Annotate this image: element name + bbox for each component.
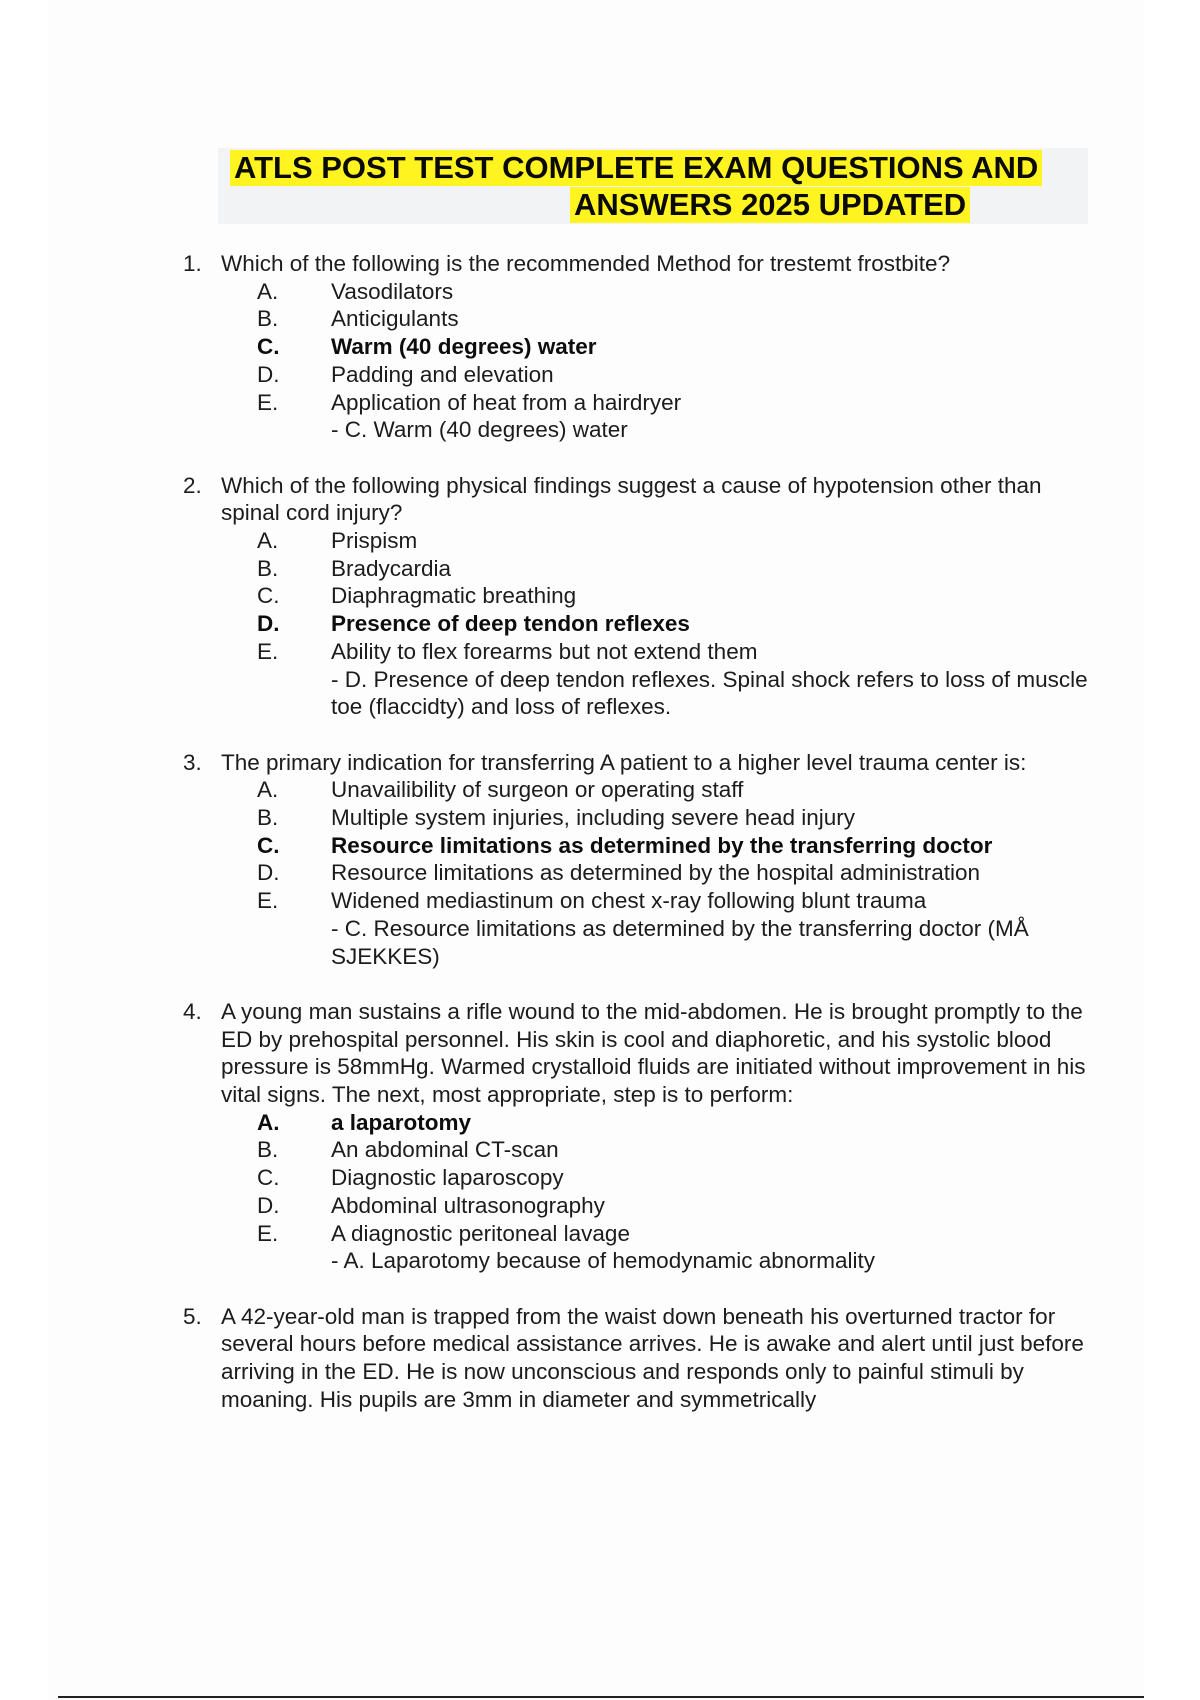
correct-option [221, 333, 1100, 361]
option-text: Prispism [331, 528, 418, 554]
option-letter: D. [257, 361, 280, 387]
option [221, 305, 1100, 333]
answer-explanation: - C. Resource limitations as determined by the transferring doctor (MÅ SJEKKES) [331, 915, 1029, 969]
option [221, 804, 1100, 832]
option-letter: C. [257, 832, 280, 858]
option-list [221, 776, 1100, 915]
question-number: 5. [183, 1303, 202, 1329]
option-letter: B. [257, 805, 279, 831]
question-text: A 42-year-old man is trapped from the waist down beneath his overturned tractor for several hours before medical assistance arrives. He is awake and alert until just before arriving in the ED. He is now unconscious and responds only to painful stimuli by moaning. His pupils are 3mm in diameter and symmetrically [221, 1303, 1084, 1412]
option-text: Widened mediastinum on chest x-ray following blunt trauma [331, 888, 927, 914]
option-letter: E. [257, 1220, 279, 1246]
question-text: The primary indication for transferring A patient to a higher level trauma center is: [221, 749, 1027, 775]
option [221, 582, 1100, 610]
option [221, 1192, 1100, 1220]
option-text: Diagnostic laparoscopy [331, 1165, 564, 1191]
option-letter: C. [257, 334, 280, 360]
question-2 [180, 472, 1100, 721]
option-text: Vasodilators [331, 278, 454, 304]
option-text: Multiple system injuries, including severe head injury [331, 805, 855, 831]
option-text: Resource limitations as determined by the transferring doctor [331, 832, 993, 858]
question-text: Which of the following physical findings suggest a cause of hypotension other than spinal cord injury? [221, 472, 1042, 526]
option-text: Unavailibility of surgeon or operating staff [331, 777, 744, 803]
answer-explanation: - A. Laparotomy because of hemodynamic abnormality [331, 1248, 876, 1274]
correct-option [221, 610, 1100, 638]
option-letter: D. [257, 1192, 280, 1218]
option-text: A diagnostic peritoneal lavage [331, 1220, 630, 1246]
option-text: Anticigulants [331, 306, 459, 332]
correct-option [221, 832, 1100, 860]
option-text: Resource limitations as determined by the hospital administration [331, 860, 981, 886]
question-3 [180, 749, 1100, 971]
question-list [180, 250, 1100, 1441]
option [221, 638, 1100, 666]
option-text: Presence of deep tendon reflexes [331, 611, 690, 637]
option-letter: D. [257, 611, 280, 637]
option [221, 887, 1100, 915]
option [221, 527, 1100, 555]
option [221, 1164, 1100, 1192]
option-letter: C. [257, 1165, 280, 1191]
option-text: An abdominal CT-scan [331, 1137, 559, 1163]
option-text: Application of heat from a hairdryer [331, 389, 682, 415]
option [221, 859, 1100, 887]
option-text: Warm (40 degrees) water [331, 334, 597, 360]
option [221, 1220, 1100, 1248]
option-text: a laparotomy [331, 1109, 472, 1135]
option-text: Bradycardia [331, 555, 452, 581]
option-letter: D. [257, 860, 280, 886]
option-letter: E. [257, 638, 279, 664]
option-text: Padding and elevation [331, 361, 554, 387]
question-text: A young man sustains a rifle wound to the mid-abdomen. He is brought promptly to the ED by prehospital personnel. His skin is cool and diaphoretic, and his systolic blood pressure is 58mmHg. Warmed crystalloid fluids are initiated without improvement in his vital signs. The next, most appropriate, step is to perform: [221, 998, 1086, 1108]
option-letter: A. [257, 278, 279, 304]
question-1 [180, 250, 1100, 444]
option-letter: E. [257, 389, 279, 415]
footer-rule [58, 1696, 1144, 1698]
option-letter: B. [257, 555, 279, 581]
option-letter: A. [257, 1109, 280, 1135]
option [221, 278, 1100, 306]
document-title-line-2: ANSWERS 2025 UPDATED [570, 187, 970, 223]
option-text: Diaphragmatic breathing [331, 583, 577, 609]
question-number: 1. [183, 251, 202, 276]
question-text: Which of the following is the recommended Method for trestemt frostbite? [221, 251, 951, 276]
option [221, 776, 1100, 804]
option-letter: E. [257, 888, 279, 914]
option [221, 555, 1100, 583]
option-letter: B. [257, 306, 279, 332]
option [221, 389, 1100, 417]
question-4 [180, 998, 1100, 1275]
question-number: 4. [183, 998, 202, 1024]
answer-explanation: - D. Presence of deep tendon reflexes. Spinal shock refers to loss of muscle toe (flaccidty) and loss of reflexes. [331, 666, 1088, 720]
option-text: Ability to flex forearms but not extend them [331, 638, 758, 664]
question-5 [180, 1303, 1100, 1414]
option-list [221, 278, 1100, 417]
option-list [221, 1109, 1100, 1248]
question-number: 2. [183, 472, 202, 498]
option-letter: C. [257, 583, 280, 609]
option-letter: A. [257, 777, 279, 803]
option-letter: A. [257, 528, 279, 554]
option [221, 1136, 1100, 1164]
answer-explanation: - C. Warm (40 degrees) water [331, 417, 628, 443]
document-title-line-1: ATLS POST TEST COMPLETE EXAM QUESTIONS AND [230, 150, 1042, 186]
option-text: Abdominal ultrasonography [331, 1192, 605, 1218]
option-list [221, 527, 1100, 666]
option [221, 361, 1100, 389]
question-number: 3. [183, 749, 202, 775]
option-letter: B. [257, 1137, 279, 1163]
correct-option [221, 1109, 1100, 1137]
